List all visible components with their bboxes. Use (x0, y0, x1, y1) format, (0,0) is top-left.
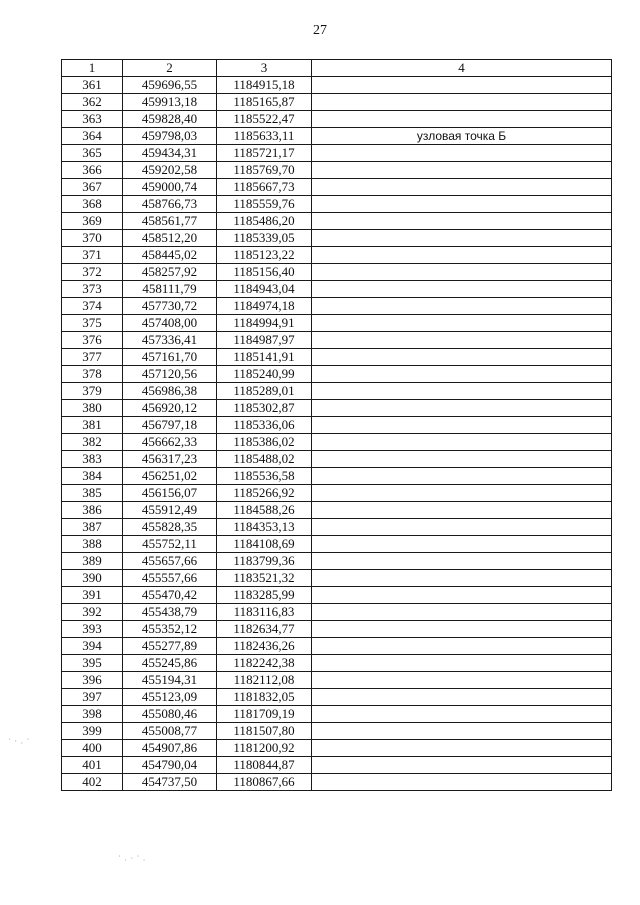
point-number-cell: 400 (62, 740, 123, 757)
note-cell (312, 77, 612, 94)
table-row (62, 264, 612, 281)
y-coordinate-cell: 1182112,08 (217, 672, 312, 689)
note-cell (312, 111, 612, 128)
point-number-cell: 361 (62, 77, 123, 94)
point-number-cell: 375 (62, 315, 123, 332)
table-row (62, 230, 612, 247)
note-cell (312, 485, 612, 502)
y-coordinate-cell: 1185386,02 (217, 434, 312, 451)
table-row (62, 621, 612, 638)
table-row (62, 553, 612, 570)
note-cell (312, 315, 612, 332)
note-cell (312, 502, 612, 519)
x-coordinate-cell: 455080,46 (123, 706, 217, 723)
note-cell (312, 621, 612, 638)
note-cell (312, 281, 612, 298)
y-coordinate-cell: 1182242,38 (217, 655, 312, 672)
note-cell (312, 94, 612, 111)
x-coordinate-cell: 459202,58 (123, 162, 217, 179)
x-coordinate-cell: 459798,03 (123, 128, 217, 145)
point-number-cell: 382 (62, 434, 123, 451)
point-number-cell: 385 (62, 485, 123, 502)
point-number-cell: 377 (62, 349, 123, 366)
y-coordinate-cell: 1181832,05 (217, 689, 312, 706)
table-row (62, 111, 612, 128)
x-coordinate-cell: 455194,31 (123, 672, 217, 689)
point-number-cell: 401 (62, 757, 123, 774)
y-coordinate-cell: 1181507,80 (217, 723, 312, 740)
point-number-cell: 390 (62, 570, 123, 587)
point-number-cell: 383 (62, 451, 123, 468)
point-number-cell: 395 (62, 655, 123, 672)
coordinates-table (61, 59, 612, 791)
note-cell (312, 383, 612, 400)
note-cell (312, 519, 612, 536)
column-header-3: 3 (217, 60, 312, 77)
x-coordinate-cell: 457336,41 (123, 332, 217, 349)
x-coordinate-cell: 454790,04 (123, 757, 217, 774)
note-cell (312, 366, 612, 383)
x-coordinate-cell: 458561,77 (123, 213, 217, 230)
table-row (62, 757, 612, 774)
x-coordinate-cell: 455245,86 (123, 655, 217, 672)
x-coordinate-cell: 459913,18 (123, 94, 217, 111)
x-coordinate-cell: 458512,20 (123, 230, 217, 247)
y-coordinate-cell: 1185559,76 (217, 196, 312, 213)
note-cell (312, 468, 612, 485)
table-body (62, 77, 612, 791)
y-coordinate-cell: 1184994,91 (217, 315, 312, 332)
note-cell (312, 145, 612, 162)
x-coordinate-cell: 456986,38 (123, 383, 217, 400)
x-coordinate-cell: 458111,79 (123, 281, 217, 298)
note-cell (312, 774, 612, 791)
scan-artifact: ⠁⠂⠄⠁ (8, 738, 33, 746)
note-cell (312, 587, 612, 604)
table-header-row (62, 60, 612, 77)
x-coordinate-cell: 457120,56 (123, 366, 217, 383)
x-coordinate-cell: 457161,70 (123, 349, 217, 366)
note-cell (312, 689, 612, 706)
x-coordinate-cell: 455657,66 (123, 553, 217, 570)
table-row (62, 213, 612, 230)
x-coordinate-cell: 457408,00 (123, 315, 217, 332)
table-row (62, 468, 612, 485)
y-coordinate-cell: 1185123,22 (217, 247, 312, 264)
table-row (62, 655, 612, 672)
x-coordinate-cell: 455828,35 (123, 519, 217, 536)
x-coordinate-cell: 459828,40 (123, 111, 217, 128)
column-header-1: 1 (62, 60, 123, 77)
table-row (62, 247, 612, 264)
x-coordinate-cell: 455438,79 (123, 604, 217, 621)
table-row (62, 298, 612, 315)
point-number-cell: 394 (62, 638, 123, 655)
note-cell (312, 349, 612, 366)
x-coordinate-cell: 459000,74 (123, 179, 217, 196)
note-cell: узловая точка Б (312, 128, 612, 145)
point-number-cell: 373 (62, 281, 123, 298)
y-coordinate-cell: 1185336,06 (217, 417, 312, 434)
note-cell (312, 553, 612, 570)
point-number-cell: 379 (62, 383, 123, 400)
table-row (62, 196, 612, 213)
point-number-cell: 369 (62, 213, 123, 230)
table-row (62, 774, 612, 791)
table-row (62, 281, 612, 298)
note-cell (312, 298, 612, 315)
point-number-cell: 362 (62, 94, 123, 111)
note-cell (312, 247, 612, 264)
x-coordinate-cell: 455352,12 (123, 621, 217, 638)
note-cell (312, 400, 612, 417)
table-row (62, 162, 612, 179)
table-row (62, 434, 612, 451)
point-number-cell: 391 (62, 587, 123, 604)
point-number-cell: 374 (62, 298, 123, 315)
x-coordinate-cell: 459696,55 (123, 77, 217, 94)
note-cell (312, 434, 612, 451)
y-coordinate-cell: 1183116,83 (217, 604, 312, 621)
y-coordinate-cell: 1183285,99 (217, 587, 312, 604)
point-number-cell: 365 (62, 145, 123, 162)
table-row (62, 570, 612, 587)
table-row (62, 400, 612, 417)
point-number-cell: 397 (62, 689, 123, 706)
y-coordinate-cell: 1185165,87 (217, 94, 312, 111)
point-number-cell: 363 (62, 111, 123, 128)
point-number-cell: 389 (62, 553, 123, 570)
point-number-cell: 386 (62, 502, 123, 519)
point-number-cell: 372 (62, 264, 123, 281)
note-cell (312, 655, 612, 672)
note-cell (312, 213, 612, 230)
table-row (62, 502, 612, 519)
table-row (62, 366, 612, 383)
table-row (62, 587, 612, 604)
x-coordinate-cell: 455912,49 (123, 502, 217, 519)
y-coordinate-cell: 1182436,26 (217, 638, 312, 655)
y-coordinate-cell: 1185240,99 (217, 366, 312, 383)
table-row (62, 349, 612, 366)
y-coordinate-cell: 1185769,70 (217, 162, 312, 179)
note-cell (312, 451, 612, 468)
x-coordinate-cell: 459434,31 (123, 145, 217, 162)
table-row (62, 145, 612, 162)
x-coordinate-cell: 456251,02 (123, 468, 217, 485)
table-row (62, 383, 612, 400)
table-row (62, 604, 612, 621)
note-cell (312, 196, 612, 213)
y-coordinate-cell: 1185667,73 (217, 179, 312, 196)
note-cell (312, 264, 612, 281)
note-cell (312, 723, 612, 740)
y-coordinate-cell: 1181200,92 (217, 740, 312, 757)
x-coordinate-cell: 455008,77 (123, 723, 217, 740)
table-row (62, 315, 612, 332)
y-coordinate-cell: 1185302,87 (217, 400, 312, 417)
point-number-cell: 376 (62, 332, 123, 349)
x-coordinate-cell: 456797,18 (123, 417, 217, 434)
x-coordinate-cell: 456317,23 (123, 451, 217, 468)
column-header-2: 2 (123, 60, 217, 77)
point-number-cell: 366 (62, 162, 123, 179)
y-coordinate-cell: 1185536,58 (217, 468, 312, 485)
y-coordinate-cell: 1185522,47 (217, 111, 312, 128)
column-header-4: 4 (312, 60, 612, 77)
y-coordinate-cell: 1185339,05 (217, 230, 312, 247)
point-number-cell: 399 (62, 723, 123, 740)
x-coordinate-cell: 458445,02 (123, 247, 217, 264)
point-number-cell: 378 (62, 366, 123, 383)
y-coordinate-cell: 1184915,18 (217, 77, 312, 94)
point-number-cell: 396 (62, 672, 123, 689)
table-row (62, 128, 612, 145)
y-coordinate-cell: 1181709,19 (217, 706, 312, 723)
table-row (62, 536, 612, 553)
point-number-cell: 388 (62, 536, 123, 553)
x-coordinate-cell: 457730,72 (123, 298, 217, 315)
table-row (62, 179, 612, 196)
note-cell (312, 536, 612, 553)
note-cell (312, 757, 612, 774)
x-coordinate-cell: 456920,12 (123, 400, 217, 417)
table-row (62, 451, 612, 468)
y-coordinate-cell: 1182634,77 (217, 621, 312, 638)
x-coordinate-cell: 458257,92 (123, 264, 217, 281)
y-coordinate-cell: 1185156,40 (217, 264, 312, 281)
point-number-cell: 368 (62, 196, 123, 213)
note-cell (312, 417, 612, 434)
x-coordinate-cell: 455277,89 (123, 638, 217, 655)
point-number-cell: 398 (62, 706, 123, 723)
x-coordinate-cell: 456662,33 (123, 434, 217, 451)
table-row (62, 638, 612, 655)
y-coordinate-cell: 1183521,32 (217, 570, 312, 587)
point-number-cell: 384 (62, 468, 123, 485)
table-row (62, 417, 612, 434)
note-cell (312, 230, 612, 247)
point-number-cell: 370 (62, 230, 123, 247)
table-row (62, 485, 612, 502)
x-coordinate-cell: 455123,09 (123, 689, 217, 706)
y-coordinate-cell: 1185266,92 (217, 485, 312, 502)
point-number-cell: 393 (62, 621, 123, 638)
note-cell (312, 162, 612, 179)
table-row (62, 723, 612, 740)
x-coordinate-cell: 458766,73 (123, 196, 217, 213)
table-row (62, 706, 612, 723)
table-row (62, 77, 612, 94)
y-coordinate-cell: 1180867,66 (217, 774, 312, 791)
x-coordinate-cell: 455557,66 (123, 570, 217, 587)
y-coordinate-cell: 1185141,91 (217, 349, 312, 366)
y-coordinate-cell: 1185633,11 (217, 128, 312, 145)
point-number-cell: 364 (62, 128, 123, 145)
y-coordinate-cell: 1184353,13 (217, 519, 312, 536)
table-row (62, 519, 612, 536)
page-number: 27 (313, 23, 327, 38)
point-number-cell: 392 (62, 604, 123, 621)
note-cell (312, 672, 612, 689)
x-coordinate-cell: 455470,42 (123, 587, 217, 604)
point-number-cell: 380 (62, 400, 123, 417)
table-row (62, 689, 612, 706)
note-cell (312, 638, 612, 655)
y-coordinate-cell: 1180844,87 (217, 757, 312, 774)
point-number-cell: 402 (62, 774, 123, 791)
x-coordinate-cell: 454907,86 (123, 740, 217, 757)
note-cell (312, 179, 612, 196)
x-coordinate-cell: 455752,11 (123, 536, 217, 553)
y-coordinate-cell: 1185486,20 (217, 213, 312, 230)
note-cell (312, 740, 612, 757)
point-number-cell: 367 (62, 179, 123, 196)
y-coordinate-cell: 1183799,36 (217, 553, 312, 570)
point-number-cell: 371 (62, 247, 123, 264)
y-coordinate-cell: 1184943,04 (217, 281, 312, 298)
y-coordinate-cell: 1184108,69 (217, 536, 312, 553)
table-row (62, 332, 612, 349)
scan-artifact: ⠁⠄⠂⠁⠄ (118, 855, 149, 863)
y-coordinate-cell: 1185721,17 (217, 145, 312, 162)
y-coordinate-cell: 1185289,01 (217, 383, 312, 400)
table-row (62, 672, 612, 689)
table-row (62, 740, 612, 757)
y-coordinate-cell: 1184987,97 (217, 332, 312, 349)
point-number-cell: 387 (62, 519, 123, 536)
y-coordinate-cell: 1184588,26 (217, 502, 312, 519)
note-cell (312, 570, 612, 587)
note-cell (312, 332, 612, 349)
table-row (62, 94, 612, 111)
note-cell (312, 604, 612, 621)
y-coordinate-cell: 1185488,02 (217, 451, 312, 468)
y-coordinate-cell: 1184974,18 (217, 298, 312, 315)
x-coordinate-cell: 454737,50 (123, 774, 217, 791)
point-number-cell: 381 (62, 417, 123, 434)
note-cell (312, 706, 612, 723)
x-coordinate-cell: 456156,07 (123, 485, 217, 502)
